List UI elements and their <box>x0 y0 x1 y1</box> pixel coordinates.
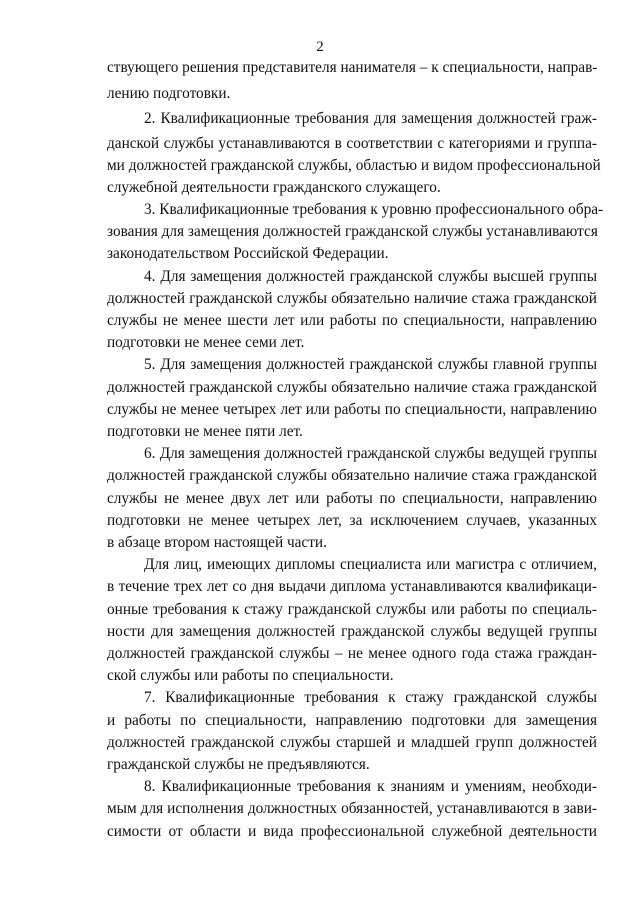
text-line: в течение трех лет со дня выдачи диплома устанавливаются квалификаци- <box>107 578 597 595</box>
text-line: должностей гражданской службы обязательно наличие стажа гражданской <box>107 467 597 484</box>
text-line: законодательством Российской Федерации. <box>107 245 389 262</box>
text-line: онные требования к стажу гражданской службы или работы по специаль- <box>107 601 597 618</box>
text-line: данской службы устанавливаются в соответствии с категориями и группа- <box>107 135 597 152</box>
page-number: 2 <box>316 39 324 55</box>
text-line: должностей гражданской службы старшей и младшей групп должностей <box>107 734 597 751</box>
text-line: службы не менее четырех лет или работы по специальности, направлению <box>107 401 597 418</box>
text-line: должностей гражданской службы – не менее одного года стажа граждан- <box>107 645 597 662</box>
paragraph-4-first-line: 4. Для замещения должностей гражданской службы высшей группы <box>144 268 597 285</box>
paragraph-6-second-part-first-line: Для лиц, имеющих дипломы специалиста или магистра с отличием, <box>144 556 597 573</box>
text-line: зования для замещения должностей гражданской службы устанавливаются <box>107 223 598 240</box>
text-line: симости от области и вида профессиональной служебной деятельности <box>107 823 597 840</box>
paragraph-3-first-line: 3. Квалификационные требования к уровню профессионального обра- <box>144 201 604 218</box>
text-line: службы не менее шести лет или работы по специальности, направлению <box>107 312 597 329</box>
paragraph-2-first-line: 2. Квалификационные требования для замещения должностей граж- <box>144 110 597 127</box>
text-line: ми должностей гражданской службы, областью и видом профессиональной <box>107 157 601 174</box>
text-line: лению подготовки. <box>107 85 231 102</box>
text-line: должностей гражданской службы обязательно наличие стажа гражданской <box>107 379 597 396</box>
paragraph-6-first-line: 6. Для замещения должностей гражданской службы ведущей группы <box>144 445 597 462</box>
text-line: гражданской службы не предъявляются. <box>107 756 370 773</box>
text-line: ствующего решения представителя нанимателя – к специальности, направ- <box>107 59 598 76</box>
text-line: в абзаце втором настоящей части. <box>107 534 327 551</box>
text-line: подготовки не менее семи лет. <box>107 334 305 351</box>
text-line: и работы по специальности, направлению подготовки для замещения <box>107 712 597 729</box>
text-line: службы не менее двух лет или работы по специальности, направлению <box>107 490 597 507</box>
text-line: мым для исполнения должностных обязанностей, устанавливаются в зави- <box>107 800 597 817</box>
text-line: подготовки не менее четырех лет, за исключением случаев, указанных <box>107 512 597 529</box>
text-line: служебной деятельности гражданского служащего. <box>107 179 441 196</box>
paragraph-8-first-line: 8. Квалификационные требования к знаниям и умениям, необходи- <box>144 778 597 795</box>
paragraph-7-first-line: 7. Квалификационные требования к стажу гражданской службы <box>144 689 597 706</box>
text-line: подготовки не менее пяти лет. <box>107 423 303 440</box>
text-line: должностей гражданской службы обязательно наличие стажа гражданской <box>107 290 597 307</box>
text-line: ности для замещения должностей гражданской службы ведущей группы <box>107 623 597 640</box>
paragraph-5-first-line: 5. Для замещения должностей гражданской службы главной группы <box>144 356 597 373</box>
text-line: ской службы или работы по специальности. <box>107 667 394 684</box>
